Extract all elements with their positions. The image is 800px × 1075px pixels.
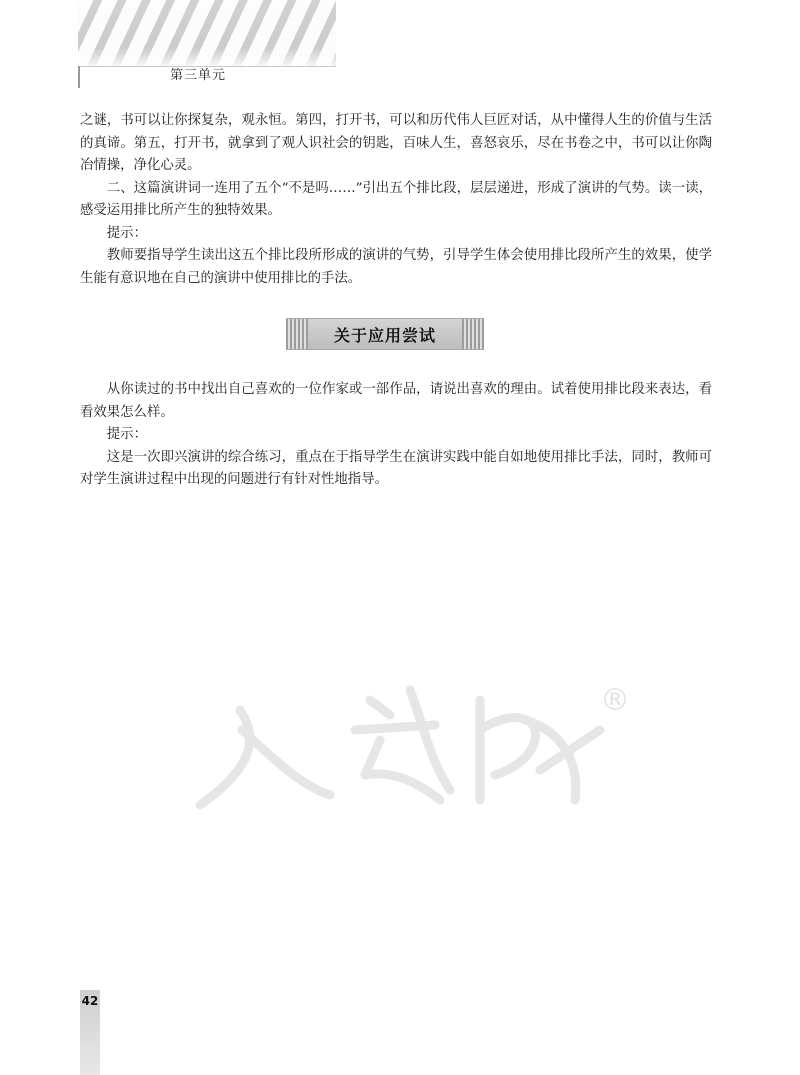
hint-paragraph: 教师要指导学生读出这五个排比段所形成的演讲的气势，引导学生体会使用排比段所产生的效果，使学生能有意识地在自己的演讲中使用排比的手法。 bbox=[80, 248, 712, 286]
section-hint-paragraph: 这是一次即兴演讲的综合练习，重点在于指导学生在演讲实践中能自如地使用排比手法，同时，教师可对学生演讲过程中出现的问题进行有针对性地指导。 bbox=[80, 449, 712, 487]
question-two: 二、这篇演讲词一连用了五个“不是吗……”引出五个排比段，层层递进，形成了演讲的气势。读一读，感受运用排比所产生的独特效果。 bbox=[80, 180, 712, 218]
publisher-watermark bbox=[180, 670, 640, 820]
unit-title: 第三单元 bbox=[170, 68, 227, 83]
heading-stripes-left bbox=[286, 319, 308, 349]
section-heading-box bbox=[286, 318, 484, 350]
section-heading: 关于应用尝试 bbox=[333, 325, 436, 345]
watermark-registered-mark: ® bbox=[600, 683, 630, 718]
page-number: 42 bbox=[81, 994, 99, 1008]
header-left-rule bbox=[78, 66, 80, 88]
section-hint-label: 提示： bbox=[106, 427, 147, 442]
section-body-text bbox=[80, 379, 712, 492]
body-text bbox=[80, 110, 712, 290]
application-task: 从你读过的书中找出自己喜欢的一位作家或一部作品，请说出喜欢的理由。试着使用排比段来表达，看看效果怎么样。 bbox=[80, 382, 712, 420]
paragraph-continuation: 之谜，书可以让你探复杂，观永恒。第四，打开书，可以和历代伟人巨匠对话，从中懂得人生的价值与生活的真谛。第五，打开书，就拿到了观人识社会的钥匙，百味人生，喜怒哀乐，尽在书卷之中，书可以让你陶冶情操，净化心灵。 bbox=[80, 113, 712, 173]
header-decorative-band bbox=[78, 0, 336, 67]
hint-label: 提示： bbox=[106, 225, 147, 241]
page-number-tab bbox=[80, 990, 100, 1075]
heading-stripes-right bbox=[462, 319, 484, 349]
